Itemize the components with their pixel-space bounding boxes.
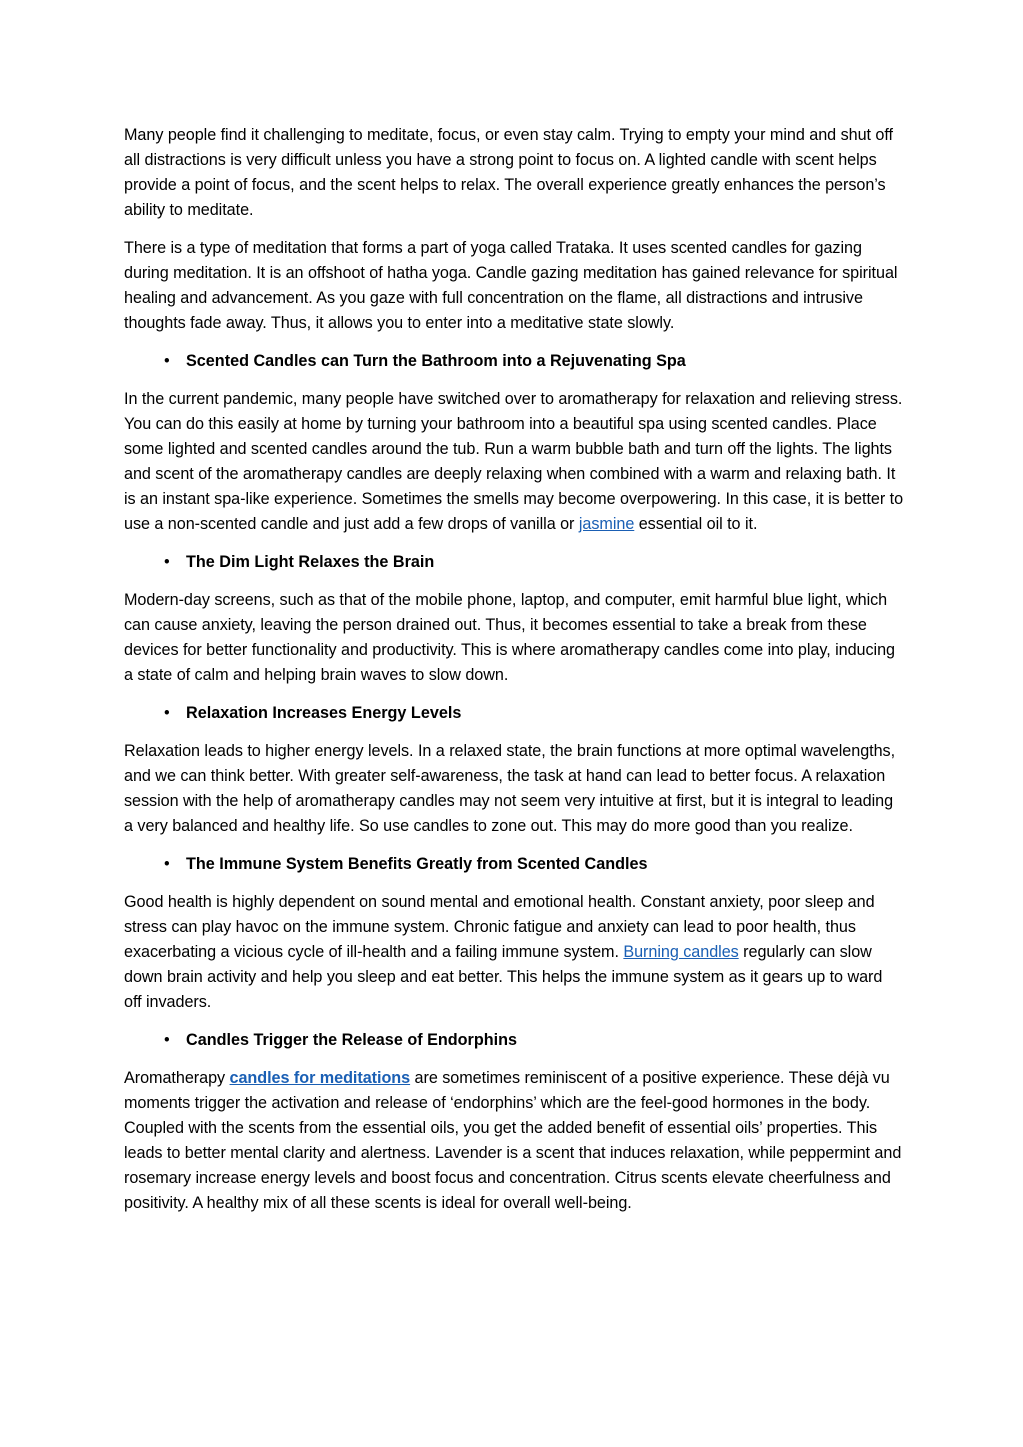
paragraph-immune-system bbox=[124, 890, 904, 1015]
bullet-heading-dim-light bbox=[124, 550, 904, 575]
paragraph-text: regularly can slow down brain activity and help you sleep and eat better. This helps the immune system as it gears up to ward off invaders. bbox=[124, 943, 883, 1011]
paragraph-text: Good health is highly dependent on sound mental and emotional health. Constant anxiety, poor sleep and stress can play havoc on the immune system. Chronic fatigue and anxiety can lead to poor health, thus exacerbating a vicious cycle of ill-health and a failing immune system. bbox=[124, 893, 875, 961]
bullet-marker: • bbox=[164, 1031, 170, 1049]
paragraph-bathroom-spa bbox=[124, 387, 904, 537]
paragraph-text: Aromatherapy bbox=[124, 1069, 230, 1087]
bullet-marker: • bbox=[164, 704, 170, 722]
paragraph-text: are sometimes reminiscent of a positive experience. These déjà vu moments trigger the activation and release of ‘endorphins’ which are the feel-good hormones in the body. Coupled with the scents from the essential oils, you get the added benefit of essential oils’ properties. This leads to better mental clarity and alertness. Lavender is a scent that induces relaxation, while peppermint and rosemary increase energy levels and boost focus and concentration. Citrus scents elevate cheerfulness and positivity. A healthy mix of all these scents is ideal for overall well-being. bbox=[124, 1069, 902, 1212]
paragraph-text: In the current pandemic, many people have switched over to aromatherapy for relaxation and relieving stress. You can do this easily at home by turning your bathroom into a beautiful spa using scented candles. Place some lighted and scented candles around the tub. Run a warm bubble bath and turn off the lights. The lights and scent of the aromatherapy candles are deeply relaxing when combined with a warm and relaxing bath. It is an instant spa-like experience. Sometimes the smells may become overpowering. In this case, it is better to use a non-scented candle and just add a few drops of vanilla or bbox=[124, 390, 904, 533]
bullet-marker: • bbox=[164, 352, 170, 370]
paragraph-trataka: There is a type of meditation that forms a part of yoga called Trataka. It uses scented candles for gazing during meditation. It is an offshoot of hatha yoga. Candle gazing meditation has gained relevance for spiritual healing and advancement. As you gaze with full concentration on the flame, all distractions and intrusive thoughts fade away. Thus, it allows you to enter into a meditative state slowly. bbox=[124, 239, 898, 332]
bullet-heading-endorphins bbox=[124, 1028, 904, 1053]
bullet-heading-text: Scented Candles can Turn the Bathroom into a Rejuvenating Spa bbox=[186, 352, 686, 370]
bullet-heading-energy-levels bbox=[124, 701, 904, 726]
burning-candles-link[interactable]: Burning candles bbox=[623, 943, 739, 961]
paragraph-intro: Many people find it challenging to meditate, focus, or even stay calm. Trying to empty your mind and shut off all distractions is very difficult unless you have a strong point to focus on. A lighted candle with scent helps provide a point of focus, and the scent helps to relax. The overall experience greatly enhances the person’s ability to meditate. bbox=[124, 126, 893, 219]
bullet-heading-text: Candles Trigger the Release of Endorphins bbox=[186, 1031, 518, 1049]
bullet-marker: • bbox=[164, 855, 170, 873]
paragraph-text: essential oil to it. bbox=[634, 515, 758, 533]
bullet-heading-bathroom-spa bbox=[124, 349, 904, 374]
paragraph-endorphins bbox=[124, 1066, 904, 1216]
bullet-heading-immune-system bbox=[124, 852, 904, 877]
document-page bbox=[124, 123, 904, 1229]
candles-for-meditations-link[interactable]: candles for meditations bbox=[229, 1069, 411, 1087]
bullet-heading-text: Relaxation Increases Energy Levels bbox=[186, 704, 462, 722]
bullet-marker: • bbox=[164, 553, 170, 571]
paragraph-dim-light: Modern-day screens, such as that of the mobile phone, laptop, and computer, emit harmful blue light, which can cause anxiety, leaving the person drained out. Thus, it becomes essential to take a break from these devices for better functionality and productivity. This is where aromatherapy candles come into play, inducing a state of calm and helping brain waves to slow down. bbox=[124, 591, 896, 684]
bullet-heading-text: The Dim Light Relaxes the Brain bbox=[186, 553, 435, 571]
jasmine-link[interactable]: jasmine bbox=[578, 515, 635, 533]
bullet-heading-text: The Immune System Benefits Greatly from Scented Candles bbox=[186, 855, 648, 873]
paragraph-energy-levels: Relaxation leads to higher energy levels. In a relaxed state, the brain functions at more optimal wavelengths, and we can think better. With greater self-awareness, the task at hand can lead to better focus. A relaxation session with the help of aromatherapy candles may not seem very intuitive at first, but it is integral to leading a very balanced and healthy life. So use candles to zone out. This may do more good than you realize. bbox=[124, 742, 896, 835]
